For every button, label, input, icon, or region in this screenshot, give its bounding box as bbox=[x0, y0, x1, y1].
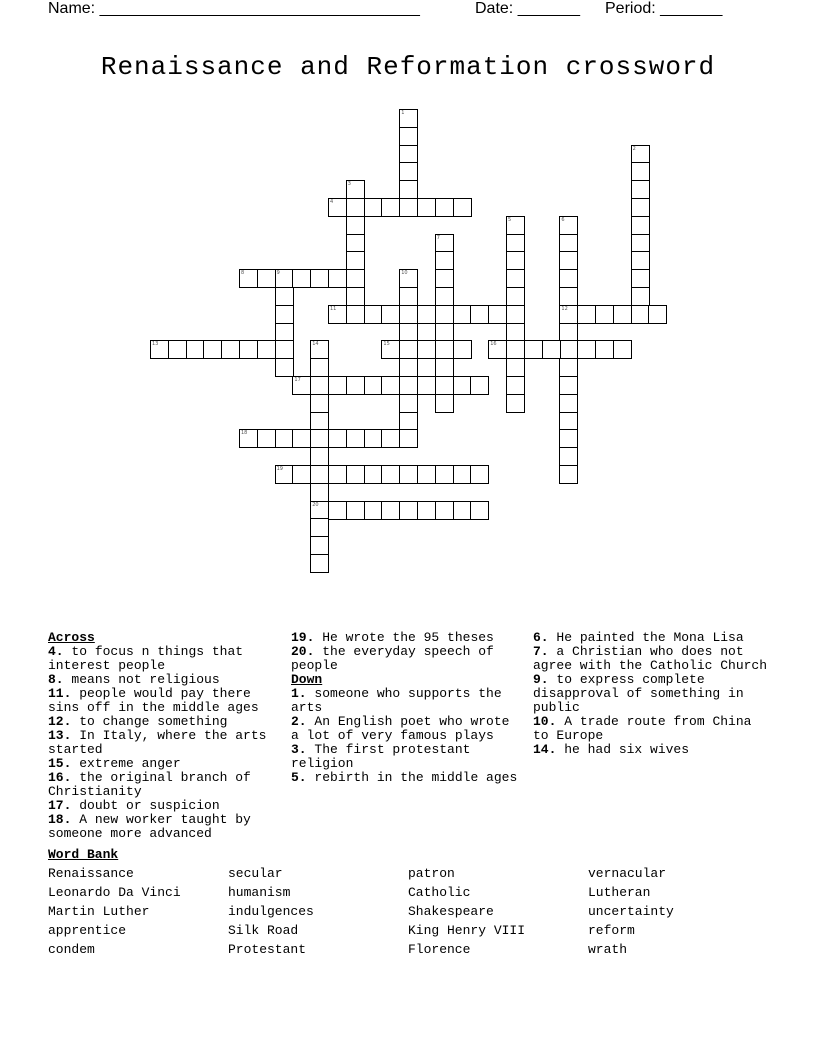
grid-cell[interactable] bbox=[559, 323, 578, 342]
grid-cell[interactable] bbox=[559, 412, 578, 431]
clue-text: a Christian who does not agree with the Catholic Church bbox=[533, 644, 768, 673]
word-bank-item: indulgences bbox=[228, 904, 314, 919]
word-bank-item: secular bbox=[228, 866, 283, 881]
grid-cell[interactable] bbox=[399, 198, 418, 217]
name-field[interactable]: Name: ____________________________________ bbox=[48, 0, 420, 17]
clue-item bbox=[291, 743, 521, 771]
grid-cell[interactable] bbox=[399, 465, 418, 484]
grid-cell[interactable] bbox=[275, 305, 294, 324]
grid-number: 18 bbox=[241, 430, 248, 437]
grid-cell[interactable] bbox=[559, 216, 578, 235]
grid-cell[interactable] bbox=[559, 447, 578, 466]
word-bank-item: uncertainty bbox=[588, 904, 674, 919]
grid-cell[interactable] bbox=[435, 251, 454, 270]
grid-cell[interactable] bbox=[346, 180, 365, 199]
grid-cell[interactable] bbox=[328, 305, 347, 324]
grid-cell[interactable] bbox=[346, 234, 365, 253]
grid-cell[interactable] bbox=[310, 447, 329, 466]
grid-number: 20 bbox=[312, 501, 319, 508]
grid-cell[interactable] bbox=[292, 376, 311, 395]
grid-cell[interactable] bbox=[399, 501, 418, 520]
grid-cell[interactable] bbox=[346, 251, 365, 270]
grid-cell[interactable] bbox=[453, 340, 472, 359]
clue-text: He wrote the 95 theses bbox=[322, 630, 494, 645]
grid-cell[interactable] bbox=[595, 340, 614, 359]
grid-cell[interactable] bbox=[346, 465, 365, 484]
grid-cell[interactable] bbox=[506, 323, 525, 342]
clue-number: 5. bbox=[291, 770, 307, 785]
clue-text: A trade route from China to Europe bbox=[533, 714, 752, 743]
grid-cell[interactable] bbox=[328, 269, 347, 288]
clue-item bbox=[291, 645, 521, 673]
clue-text: to change something bbox=[79, 714, 228, 729]
grid-cell[interactable] bbox=[559, 340, 578, 359]
grid-cell[interactable] bbox=[364, 305, 383, 324]
grid-cell[interactable] bbox=[364, 376, 383, 395]
grid-cell[interactable] bbox=[310, 483, 329, 502]
grid-cell[interactable] bbox=[506, 376, 525, 395]
grid-cell[interactable] bbox=[310, 518, 329, 537]
grid-cell[interactable] bbox=[453, 305, 472, 324]
period-field[interactable]: Period: _______ bbox=[605, 0, 723, 17]
grid-cell[interactable] bbox=[648, 305, 667, 324]
clue-text: The first protestant religion bbox=[291, 742, 471, 771]
grid-cell[interactable] bbox=[399, 145, 418, 164]
grid-cell[interactable] bbox=[435, 340, 454, 359]
grid-cell[interactable] bbox=[221, 340, 240, 359]
grid-cell[interactable] bbox=[310, 412, 329, 431]
grid-cell[interactable] bbox=[417, 465, 436, 484]
grid-cell[interactable] bbox=[310, 340, 329, 359]
grid-cell[interactable] bbox=[399, 376, 418, 395]
grid-cell[interactable] bbox=[346, 501, 365, 520]
grid-cell[interactable] bbox=[631, 305, 650, 324]
grid-cell[interactable] bbox=[381, 340, 400, 359]
clue-item bbox=[291, 715, 521, 743]
grid-cell[interactable] bbox=[239, 269, 258, 288]
grid-cell[interactable] bbox=[631, 287, 650, 306]
clue-text: to focus n things that interest people bbox=[48, 644, 244, 673]
clue-number: 15. bbox=[48, 756, 72, 771]
grid-number: 6 bbox=[561, 216, 565, 223]
clue-text: An English poet who wrote a lot of very famous plays bbox=[291, 714, 510, 743]
grid-cell[interactable] bbox=[453, 501, 472, 520]
grid-cell[interactable] bbox=[310, 394, 329, 413]
clue-text: In Italy, where the arts started bbox=[48, 728, 267, 757]
across-heading: Across bbox=[48, 630, 95, 645]
grid-cell[interactable] bbox=[328, 501, 347, 520]
grid-number: 11 bbox=[330, 305, 337, 312]
clue-text: he had six wives bbox=[564, 742, 690, 757]
clue-item bbox=[291, 687, 521, 715]
grid-cell[interactable] bbox=[399, 429, 418, 448]
grid-cell[interactable] bbox=[257, 340, 276, 359]
grid-number: 19 bbox=[276, 466, 283, 472]
clue-text: He painted the Mona Lisa bbox=[556, 630, 744, 645]
grid-cell[interactable] bbox=[275, 287, 294, 306]
grid-cell[interactable] bbox=[203, 340, 222, 359]
grid-cell[interactable] bbox=[470, 376, 489, 395]
grid-number: 9 bbox=[276, 270, 280, 277]
grid-cell[interactable] bbox=[417, 340, 436, 359]
clue-item bbox=[533, 645, 773, 673]
grid-cell[interactable] bbox=[559, 465, 578, 484]
word-bank-item: Protestant bbox=[228, 942, 307, 957]
grid-cell[interactable] bbox=[381, 429, 400, 448]
grid-number: 15 bbox=[383, 341, 390, 348]
grid-number: 1 bbox=[401, 110, 405, 116]
clue-item bbox=[48, 715, 283, 729]
grid-cell[interactable] bbox=[239, 340, 258, 359]
grid-cell[interactable] bbox=[559, 269, 578, 288]
grid-cell[interactable] bbox=[631, 251, 650, 270]
grid-cell[interactable] bbox=[506, 358, 525, 377]
grid-cell[interactable] bbox=[524, 340, 543, 359]
grid-cell[interactable] bbox=[435, 376, 454, 395]
grid-cell[interactable] bbox=[470, 305, 489, 324]
clue-number: 4. bbox=[48, 644, 64, 659]
grid-cell[interactable] bbox=[506, 340, 525, 359]
clues-column-3 bbox=[533, 631, 773, 757]
word-bank-item: reform bbox=[588, 923, 635, 938]
grid-cell[interactable] bbox=[186, 340, 205, 359]
clue-text: doubt or suspicion bbox=[79, 798, 220, 813]
grid-cell[interactable] bbox=[328, 429, 347, 448]
grid-cell[interactable] bbox=[239, 429, 258, 448]
grid-cell[interactable] bbox=[399, 394, 418, 413]
word-bank-item: apprentice bbox=[48, 923, 127, 938]
grid-cell[interactable] bbox=[364, 429, 383, 448]
clue-text: the original branch of Christianity bbox=[48, 770, 251, 799]
grid-cell[interactable] bbox=[559, 358, 578, 377]
grid-cell[interactable] bbox=[346, 429, 365, 448]
grid-cell[interactable] bbox=[328, 198, 347, 217]
grid-cell[interactable] bbox=[559, 429, 578, 448]
grid-cell[interactable] bbox=[328, 465, 347, 484]
clue-text: the everyday speech of people bbox=[291, 644, 494, 673]
clue-item bbox=[48, 757, 283, 771]
clues-column-2 bbox=[291, 631, 521, 785]
grid-cell[interactable] bbox=[631, 162, 650, 181]
clue-number: 19. bbox=[291, 630, 315, 645]
grid-cell[interactable] bbox=[399, 358, 418, 377]
word-bank-item: King Henry VIII bbox=[408, 923, 526, 938]
grid-cell[interactable] bbox=[506, 269, 525, 288]
clue-number: 10. bbox=[533, 714, 557, 729]
clue-number: 14. bbox=[533, 742, 557, 757]
grid-cell[interactable] bbox=[488, 340, 507, 359]
word-bank-item: Leonardo Da Vinci bbox=[48, 885, 181, 900]
grid-cell[interactable] bbox=[292, 429, 311, 448]
grid-cell[interactable] bbox=[417, 305, 436, 324]
grid-cell[interactable] bbox=[310, 536, 329, 555]
clue-number: 7. bbox=[533, 644, 549, 659]
grid-cell[interactable] bbox=[310, 358, 329, 377]
grid-cell[interactable] bbox=[613, 340, 632, 359]
grid-number: 8 bbox=[241, 270, 245, 277]
clue-number: 17. bbox=[48, 798, 72, 813]
clue-text: to express complete disapproval of something in public bbox=[533, 672, 744, 715]
word-bank-item: wrath bbox=[588, 942, 628, 957]
clue-number: 18. bbox=[48, 812, 72, 827]
grid-cell[interactable] bbox=[346, 376, 365, 395]
grid-cell[interactable] bbox=[399, 305, 418, 324]
clue-text: A new worker taught by someone more advanced bbox=[48, 812, 251, 841]
clue-item bbox=[48, 799, 283, 813]
word-bank-item: vernacular bbox=[588, 866, 667, 881]
grid-cell[interactable] bbox=[346, 216, 365, 235]
grid-cell[interactable] bbox=[559, 394, 578, 413]
grid-cell[interactable] bbox=[150, 340, 169, 359]
word-bank-item: Silk Road bbox=[228, 923, 299, 938]
clue-number: 3. bbox=[291, 742, 307, 757]
grid-cell[interactable] bbox=[577, 340, 596, 359]
grid-cell[interactable] bbox=[435, 358, 454, 377]
grid-cell[interactable] bbox=[488, 305, 507, 324]
clue-text: means not religious bbox=[71, 672, 220, 687]
clue-item bbox=[533, 673, 773, 715]
grid-cell[interactable] bbox=[631, 269, 650, 288]
down-heading: Down bbox=[291, 672, 323, 687]
grid-cell[interactable] bbox=[275, 323, 294, 342]
grid-cell[interactable] bbox=[435, 394, 454, 413]
clue-number: 20. bbox=[291, 644, 315, 659]
grid-cell[interactable] bbox=[275, 429, 294, 448]
grid-cell[interactable] bbox=[275, 269, 294, 288]
grid-cell[interactable] bbox=[506, 287, 525, 306]
date-field[interactable]: Date: _______ bbox=[475, 0, 580, 17]
grid-cell[interactable] bbox=[399, 412, 418, 431]
word-bank-item: patron bbox=[408, 866, 455, 881]
grid-cell[interactable] bbox=[470, 465, 489, 484]
grid-cell[interactable] bbox=[506, 251, 525, 270]
grid-cell[interactable] bbox=[310, 429, 329, 448]
grid-cell[interactable] bbox=[631, 234, 650, 253]
clue-item bbox=[48, 771, 283, 799]
grid-cell[interactable] bbox=[559, 305, 578, 324]
clues-section bbox=[48, 631, 778, 846]
grid-cell[interactable] bbox=[631, 145, 650, 164]
grid-cell[interactable] bbox=[168, 340, 187, 359]
grid-cell[interactable] bbox=[453, 198, 472, 217]
grid-cell[interactable] bbox=[310, 269, 329, 288]
clue-item bbox=[533, 631, 773, 645]
clue-item bbox=[48, 673, 283, 687]
clue-text: people would pay there sins off in the middle ages bbox=[48, 686, 259, 715]
grid-cell[interactable] bbox=[542, 340, 561, 359]
clue-text: rebirth in the middle ages bbox=[314, 770, 518, 785]
grid-cell[interactable] bbox=[381, 376, 400, 395]
grid-cell[interactable] bbox=[559, 376, 578, 395]
grid-cell[interactable] bbox=[435, 198, 454, 217]
grid-cell[interactable] bbox=[399, 109, 418, 128]
grid-cell[interactable] bbox=[631, 180, 650, 199]
grid-cell[interactable] bbox=[292, 269, 311, 288]
clue-item bbox=[533, 715, 773, 743]
grid-cell[interactable] bbox=[399, 180, 418, 199]
grid-cell[interactable] bbox=[275, 340, 294, 359]
grid-cell[interactable] bbox=[417, 198, 436, 217]
grid-cell[interactable] bbox=[381, 465, 400, 484]
clue-item bbox=[48, 813, 283, 841]
clue-item bbox=[48, 687, 283, 715]
grid-cell[interactable] bbox=[613, 305, 632, 324]
grid-cell[interactable] bbox=[506, 394, 525, 413]
grid-cell[interactable] bbox=[310, 376, 329, 395]
grid-cell[interactable] bbox=[381, 305, 400, 324]
clue-number: 12. bbox=[48, 714, 72, 729]
grid-number: 2 bbox=[632, 145, 636, 152]
grid-cell[interactable] bbox=[310, 501, 329, 520]
grid-cell[interactable] bbox=[435, 287, 454, 306]
grid-number: 10 bbox=[401, 270, 408, 277]
grid-cell[interactable] bbox=[435, 465, 454, 484]
grid-cell[interactable] bbox=[399, 323, 418, 342]
grid-cell[interactable] bbox=[275, 358, 294, 377]
grid-cell[interactable] bbox=[435, 269, 454, 288]
grid-cell[interactable] bbox=[631, 198, 650, 217]
grid-number: 12 bbox=[561, 305, 568, 312]
clue-text: extreme anger bbox=[79, 756, 181, 771]
grid-cell[interactable] bbox=[292, 465, 311, 484]
clue-number: 2. bbox=[291, 714, 307, 729]
grid-number: 13 bbox=[152, 341, 159, 348]
grid-cell[interactable] bbox=[417, 376, 436, 395]
grid-cell[interactable] bbox=[453, 465, 472, 484]
word-bank-item: humanism bbox=[228, 885, 291, 900]
clue-number: 6. bbox=[533, 630, 549, 645]
grid-cell[interactable] bbox=[559, 234, 578, 253]
clues-column-1 bbox=[48, 631, 283, 841]
grid-cell[interactable] bbox=[346, 305, 365, 324]
word-bank-item: Renaissance bbox=[48, 866, 134, 881]
grid-cell[interactable] bbox=[257, 269, 276, 288]
grid-cell[interactable] bbox=[275, 465, 294, 484]
grid-number: 17 bbox=[294, 377, 301, 383]
grid-cell[interactable] bbox=[399, 340, 418, 359]
clue-item bbox=[533, 743, 773, 757]
clue-item bbox=[48, 645, 283, 673]
word-bank-item: Catholic bbox=[408, 885, 471, 900]
grid-cell[interactable] bbox=[399, 162, 418, 181]
grid-cell[interactable] bbox=[310, 554, 329, 573]
word-bank-item: Shakespeare bbox=[408, 904, 494, 919]
grid-cell[interactable] bbox=[399, 127, 418, 146]
grid-cell[interactable] bbox=[310, 465, 329, 484]
word-bank-item: Lutheran bbox=[588, 885, 651, 900]
clue-item bbox=[291, 631, 521, 645]
grid-cell[interactable] bbox=[328, 376, 347, 395]
grid-cell[interactable] bbox=[257, 429, 276, 448]
clue-number: 16. bbox=[48, 770, 72, 785]
grid-cell[interactable] bbox=[435, 501, 454, 520]
grid-cell[interactable] bbox=[470, 501, 489, 520]
grid-cell[interactable] bbox=[346, 269, 365, 288]
grid-number: 7 bbox=[436, 234, 440, 241]
page-title: Renaissance and Reformation crossword bbox=[100, 52, 716, 82]
grid-cell[interactable] bbox=[381, 501, 400, 520]
grid-cell[interactable] bbox=[417, 501, 436, 520]
grid-cell[interactable] bbox=[364, 501, 383, 520]
word-bank-item: Florence bbox=[408, 942, 471, 957]
grid-number: 4 bbox=[330, 199, 334, 205]
grid-cell[interactable] bbox=[453, 376, 472, 395]
grid-cell[interactable] bbox=[577, 305, 596, 324]
grid-cell[interactable] bbox=[506, 234, 525, 253]
grid-cell[interactable] bbox=[559, 287, 578, 306]
grid-cell[interactable] bbox=[506, 216, 525, 235]
clue-text: someone who supports the arts bbox=[291, 686, 502, 715]
student-info-header bbox=[48, 0, 768, 22]
grid-cell[interactable] bbox=[346, 198, 365, 217]
grid-number: 16 bbox=[490, 341, 497, 348]
grid-number: 14 bbox=[312, 341, 319, 348]
grid-cell[interactable] bbox=[435, 234, 454, 253]
grid-number: 5 bbox=[508, 216, 512, 223]
grid-cell[interactable] bbox=[346, 287, 365, 306]
clue-number: 1. bbox=[291, 686, 307, 701]
word-bank-title: Word Bank bbox=[48, 847, 119, 862]
clue-number: 11. bbox=[48, 686, 72, 701]
grid-cell[interactable] bbox=[435, 305, 454, 324]
grid-cell[interactable] bbox=[506, 305, 525, 324]
clue-number: 13. bbox=[48, 728, 72, 743]
clue-number: 9. bbox=[533, 672, 549, 687]
word-bank-item: condem bbox=[48, 942, 95, 957]
grid-cell[interactable] bbox=[399, 287, 418, 306]
grid-cell[interactable] bbox=[364, 465, 383, 484]
grid-cell[interactable] bbox=[364, 198, 383, 217]
grid-cell[interactable] bbox=[559, 251, 578, 270]
clue-item bbox=[291, 771, 521, 785]
word-bank-item: Martin Luther bbox=[48, 904, 150, 919]
grid-cell[interactable] bbox=[435, 323, 454, 342]
grid-cell[interactable] bbox=[595, 305, 614, 324]
grid-number: 3 bbox=[347, 181, 351, 188]
clue-number: 8. bbox=[48, 672, 64, 687]
grid-cell[interactable] bbox=[381, 198, 400, 217]
grid-cell[interactable] bbox=[631, 216, 650, 235]
clue-item bbox=[48, 729, 283, 757]
grid-cell[interactable] bbox=[399, 269, 418, 288]
